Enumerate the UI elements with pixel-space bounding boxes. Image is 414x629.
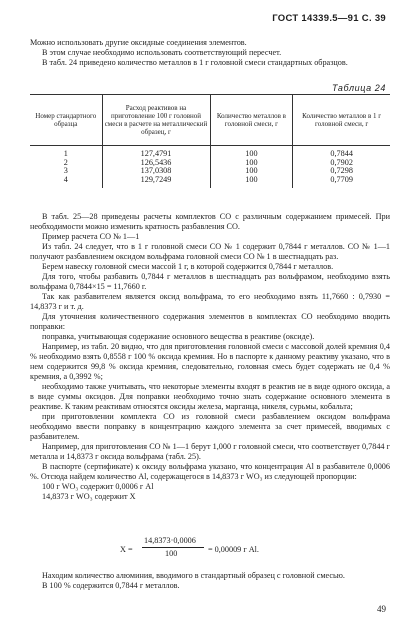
closing-section [30, 571, 390, 591]
table-caption: Таблица 24 [331, 83, 386, 93]
table-cell: 100 [210, 176, 293, 189]
table-cell: 4 [63, 174, 68, 184]
body-paragraph: необходимо также учитывать, что некоторые элементы входят в реактив не в виде одного оксида, а в виде суммы оксидов. Для поправки необходимо точно знать содержание основного элемента в реактиве. К таким реактивам относятся оксиды железа, марганца, никеля, сурьмы, кобальта; [30, 382, 390, 411]
body-paragraph: Так как разбавителем является оксид вольфрама, то его необходимо взять 11,7660 : 0,7930 = 14,8373 г и т. д. [30, 292, 390, 311]
table-cell: 2 [63, 157, 68, 167]
intro-paragraph: Можно использовать другие оксидные соединения элементов. [30, 38, 247, 47]
formula-denominator: 100 [165, 549, 178, 558]
table-cell: 0,7298 [293, 167, 390, 176]
table-row [30, 146, 390, 159]
proportion-line: 100 г WO₃ содержит 0,0006 г Al [42, 482, 154, 491]
body-paragraph: Например, для приготовления СО № 1—1 берут 1,000 г головной смеси, что соответствует 0,7844 г металла и 14,8373 г оксида вольфрама (табл. 25). [30, 442, 390, 461]
example-heading: Пример расчета СО № 1—1 [42, 232, 140, 241]
body-paragraph: при приготовлении комплекта СО из головной смеси разбавлением оксидом вольфрама необходимо ввести поправку в концентрацию каждого элемента за счет примесей, вводимых с разбавителем. [30, 412, 390, 441]
table-header-row [30, 95, 390, 146]
table-cell: 100 [210, 159, 293, 168]
closing-paragraph: Находим количество алюминия, вводимого в стандартный образец с головной смесью. [42, 571, 345, 580]
proportion-line: 14,8373 г WO₃ содержит X [42, 492, 136, 501]
table-header-cell: Количество металлов в головной смеси, г [210, 95, 293, 146]
table-cell: 100 [210, 167, 293, 176]
table-header-cell: Количество металлов в 1 г головной смеси, г [293, 95, 390, 146]
table-row [30, 176, 390, 189]
body-paragraph: Например, из табл. 20 видно, что для приготовления головной смеси с массовой долей кремния 0,4 % необходимо взять 0,8558 г 100 % оксида кремния. Но в паспорте к данному реактиву указано, что в нем содержится 99,8 % оксида кремния, следовательно, головная смесь будет содержать не 0,4 % кремния, а 0,3992 %; [30, 342, 390, 381]
table-cell: 100 [210, 146, 293, 159]
table-cell: 137,0308 [102, 167, 210, 176]
formula [120, 536, 320, 566]
table-cell: 1 [63, 149, 68, 159]
table-cell: 3 [63, 166, 68, 176]
table-header-cell: Расход реактивов на приготовление 100 г головной смеси в расчете на металлический образец, г [102, 95, 210, 146]
table-cell: 129,7249 [102, 176, 210, 189]
fraction-bar [142, 547, 204, 548]
body-paragraph: Берем навеску головной смеси массой 1 г, в которой содержится 0,7844 г металлов. [42, 262, 334, 271]
table-cell: 126,5436 [102, 159, 210, 168]
intro-section [30, 38, 390, 68]
page-number: 49 [377, 604, 386, 614]
body-paragraph: Из табл. 24 следует, что в 1 г головной смеси СО № 1 содержит 0,7844 г металлов. СО № 1—1 получают разбавлением оксидом вольфрама головной смеси СО № 1 в шестнадцать раз. [30, 242, 390, 261]
formula-numerator: 14,8373·0,0006 [144, 536, 196, 545]
table-cell: 127,4791 [102, 146, 210, 159]
intro-paragraph: В табл. 24 приведено количество металлов в 1 г головной смеси стандартных образцов. [42, 58, 348, 67]
body-paragraph: В табл. 25—28 приведены расчеты комплектов СО с различным содержанием примесей. При необходимости можно изменить кратность разбавления СО. [30, 212, 390, 231]
table-cell: 0,7902 [293, 159, 390, 168]
table-cell: 0,7844 [293, 146, 390, 159]
page-header: ГОСТ 14339.5—91 С. 39 [272, 13, 386, 24]
intro-paragraph: В этом случае необходимо использовать соответствующий пересчет. [42, 48, 282, 57]
body-paragraph: поправка, учитывающая содержание основного вещества в реактиве (оксиде). [42, 332, 315, 341]
formula-rhs: = 0,00009 г Al. [208, 545, 259, 554]
body-section [30, 212, 390, 502]
body-paragraph: В паспорте (сертификате) к оксиду вольфрама указано, что концентрация Al в разбавителе 0,0006 %. Отсюда найдем количество Al, содержащегося в 14,8373 г WO₃ из следующей пропорции: [30, 462, 390, 481]
formula-lhs: X = [120, 545, 133, 554]
body-paragraph: Для того, чтобы разбавить 0,7844 г металлов в шестнадцать раз вольфрамом, необходимо взять вольфрама 0,7844×15 = 11,7660 г. [30, 272, 390, 291]
body-paragraph: Для уточнения количественного содержания элементов в комплектах СО необходимо вводить поправки: [30, 312, 390, 331]
metals-table [30, 94, 390, 188]
table-cell: 0,7709 [293, 176, 390, 189]
table-header-cell: Номер стандартного образца [30, 95, 102, 146]
closing-paragraph: В 100 % содержится 0,7844 г металлов. [42, 581, 180, 590]
